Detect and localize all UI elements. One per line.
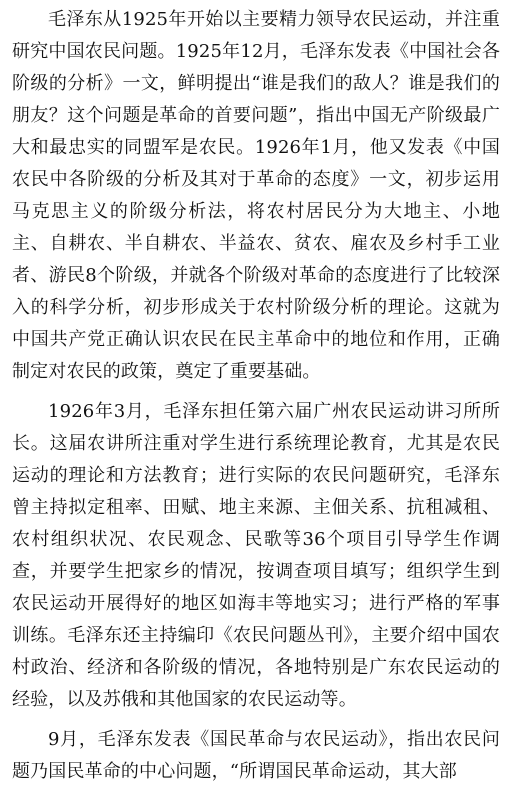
body-paragraph-2: 1926年3月，毛泽东担任第六届广州农民运动讲习所所长。这届农讲所注重对学生进行系统理论教育，尤其是农民运动的理论和方法教育；进行实际的农民问题研究，毛泽东曾主持拟定租率、田赋、地主来源、主佃关系、抗租减租、农村组织状况、农民观念、民歌等36个项目引导学生作调查，并要学生把家乡的情况，按调查项目填写；组织学生到农民运动开展得好的地区如海丰等地实习；进行严格的军事训练。毛泽东还主持编印《农民问题丛刊》，主要介绍中国农村政治、经济和各阶级的情况，各地特别是广东农民运动的经验，以及苏俄和其他国家的农民运动等。 [12, 401, 500, 710]
body-paragraph-3: 9月，毛泽东发表《国民革命与农民运动》，指出农民问题乃国民革命的中心问题，“所谓国民革命运动，其大部 [12, 729, 500, 782]
body-paragraph-1: 毛泽东从1925年开始以主要精力领导农民运动，并注重研究中国农民问题。1925年12月，毛泽东发表《中国社会各阶级的分析》一文，鲜明提出“谁是我们的敌人？谁是我们的朋友？这个问题是革命的首要问题”，指出中国无产阶级最广大和最忠实的同盟军是农民。1926年1月，他又发表《中国农民中各阶级的分析及其对于革命的态度》一文，初步运用马克思主义的阶级分析法，将农村居民分为大地主、小地主、自耕农、半自耕农、半益农、贫农、雇农及乡村手工业者、游民8个阶级，并就各个阶级对革命的态度进行了比较深入的科学分析，初步形成关于农村阶级分析的理论。这就为中国共产党正确认识农民在民主革命中的地位和作用，正确制定对农民的政策，奠定了重要基础。 [12, 9, 500, 382]
